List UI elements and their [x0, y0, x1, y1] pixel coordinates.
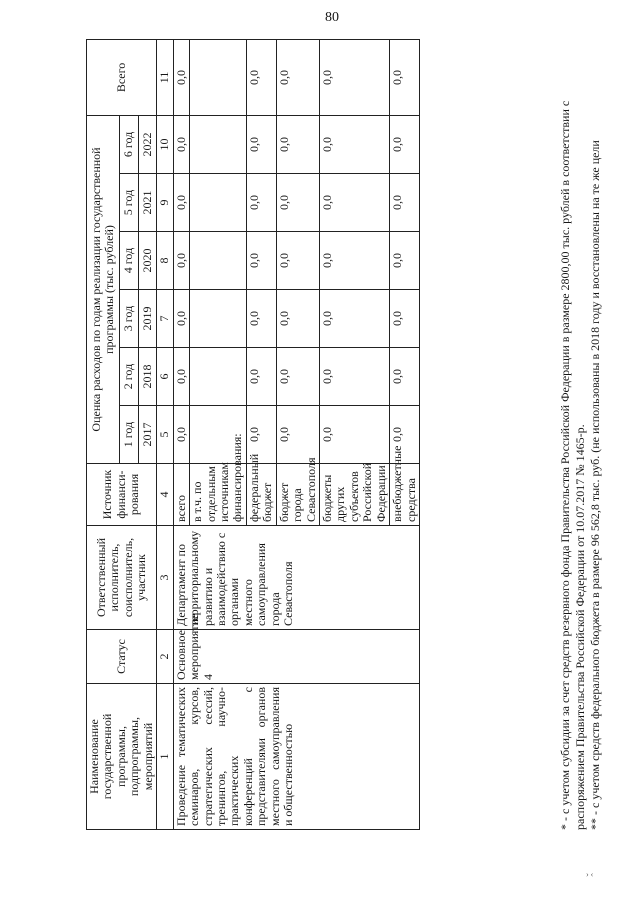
- value-cell: 0,0: [173, 174, 189, 232]
- footnote-1: * - с учетом субсидии за счет средств резервного фонда Правительства Российской Федерации в размере 2800,00 тыс. рублей в соответствии с распоряжением Правительства Российской Федерации от 10.07.2017 № 1465-р.: [558, 100, 587, 830]
- header-executor: Ответственный исполнитель, соисполнитель, участник: [87, 526, 157, 630]
- column-number: 3: [157, 526, 173, 630]
- header-source: Источник финанси-рования: [87, 464, 157, 526]
- total-cell: 0,0: [246, 39, 276, 115]
- year-label: 6 год: [120, 115, 138, 173]
- value-cell: 0,0: [246, 348, 276, 406]
- value-cell: 0,0: [173, 348, 189, 406]
- year-value: 2017: [138, 406, 156, 464]
- total-cell: 0,0: [320, 39, 390, 115]
- value-cell: 0,0: [246, 174, 276, 232]
- value-cell: 0,0: [276, 174, 319, 232]
- source-cell: бюджеты других субъектов Российской Федерации: [320, 464, 390, 526]
- total-cell: [190, 39, 247, 115]
- column-number: 4: [157, 464, 173, 526]
- rotated-table-sheet: [86, 40, 606, 830]
- year-value: 2018: [138, 348, 156, 406]
- value-cell: 0,0: [320, 348, 390, 406]
- activity-executor: Департамент по территориальному развитию и взаимодействию с органами местного самоуправления города Севастополя: [173, 526, 419, 630]
- year-label: 3 год: [120, 290, 138, 348]
- value-cell: 0,0: [276, 348, 319, 406]
- year-label: 2 год: [120, 348, 138, 406]
- value-cell: 0,0: [320, 232, 390, 290]
- footnotes: [558, 40, 603, 830]
- header-name: Наименование государственной программы, подпрограммы, мероприятий: [87, 684, 157, 830]
- value-cell: 0,0: [390, 232, 420, 290]
- header-estimate: Оценка расходов по годам реализации государственной программы (тыс. рублей): [87, 115, 120, 463]
- source-cell: бюджет города Севастополя: [276, 464, 319, 526]
- value-cell: [190, 174, 247, 232]
- activity-status: Основное мероприятие 4: [173, 630, 419, 684]
- column-number: 5: [157, 406, 173, 464]
- source-cell: в т.ч. по отдельным источникам финансирования:: [190, 464, 247, 526]
- activity-name: Проведение тематических семинаров, курсов, стратегических сессий, тренингов, научно-практических конференций с представителями органов местного самоуправления и общественностью: [173, 684, 419, 830]
- value-cell: 0,0: [173, 232, 189, 290]
- source-cell: всего: [173, 464, 189, 526]
- column-number: 2: [157, 630, 173, 684]
- value-cell: 0,0: [246, 115, 276, 173]
- year-value: 2021: [138, 174, 156, 232]
- value-cell: [190, 290, 247, 348]
- page-number: 80: [325, 10, 339, 25]
- value-cell: 0,0: [173, 406, 189, 464]
- total-cell: 0,0: [276, 39, 319, 115]
- year-label: 4 год: [120, 232, 138, 290]
- value-cell: 0,0: [246, 290, 276, 348]
- column-number-row: [157, 39, 173, 829]
- scan-marks: › ‹: [586, 870, 594, 879]
- table-row: [173, 39, 189, 829]
- value-cell: 0,0: [390, 115, 420, 173]
- value-cell: 0,0: [276, 290, 319, 348]
- total-cell: 0,0: [390, 39, 420, 115]
- header-status: Статус: [87, 630, 157, 684]
- value-cell: 0,0: [320, 115, 390, 173]
- value-cell: 0,0: [276, 406, 319, 464]
- value-cell: [190, 232, 247, 290]
- value-cell: [190, 348, 247, 406]
- total-cell: 0,0: [173, 39, 189, 115]
- value-cell: 0,0: [320, 290, 390, 348]
- source-cell: внебюджетные средства: [390, 464, 420, 526]
- column-number: 1: [157, 684, 173, 830]
- column-number: 7: [157, 290, 173, 348]
- column-number: 11: [157, 39, 173, 115]
- column-number: 10: [157, 115, 173, 173]
- value-cell: 0,0: [173, 115, 189, 173]
- column-number: 8: [157, 232, 173, 290]
- year-label: 5 год: [120, 174, 138, 232]
- budget-table: [86, 39, 420, 830]
- year-label: 1 год: [120, 406, 138, 464]
- year-value: 2020: [138, 232, 156, 290]
- header-total: Всего: [87, 39, 157, 115]
- value-cell: [190, 115, 247, 173]
- value-cell: 0,0: [276, 232, 319, 290]
- value-cell: 0,0: [390, 406, 420, 464]
- value-cell: 0,0: [276, 115, 319, 173]
- value-cell: 0,0: [173, 290, 189, 348]
- value-cell: 0,0: [390, 348, 420, 406]
- value-cell: 0,0: [320, 406, 390, 464]
- source-cell: федеральный бюджет: [246, 464, 276, 526]
- value-cell: 0,0: [320, 174, 390, 232]
- footnote-2: ** - с учетом средств федерального бюджета в размере 96 562,8 тыс. руб. (не использованы в 2018 году и восстановлены на те же цели: [588, 140, 602, 830]
- value-cell: 0,0: [246, 406, 276, 464]
- year-value: 2022: [138, 115, 156, 173]
- value-cell: 0,0: [390, 174, 420, 232]
- year-value: 2019: [138, 290, 156, 348]
- value-cell: 0,0: [390, 290, 420, 348]
- value-cell: 0,0: [246, 232, 276, 290]
- column-number: 6: [157, 348, 173, 406]
- column-number: 9: [157, 174, 173, 232]
